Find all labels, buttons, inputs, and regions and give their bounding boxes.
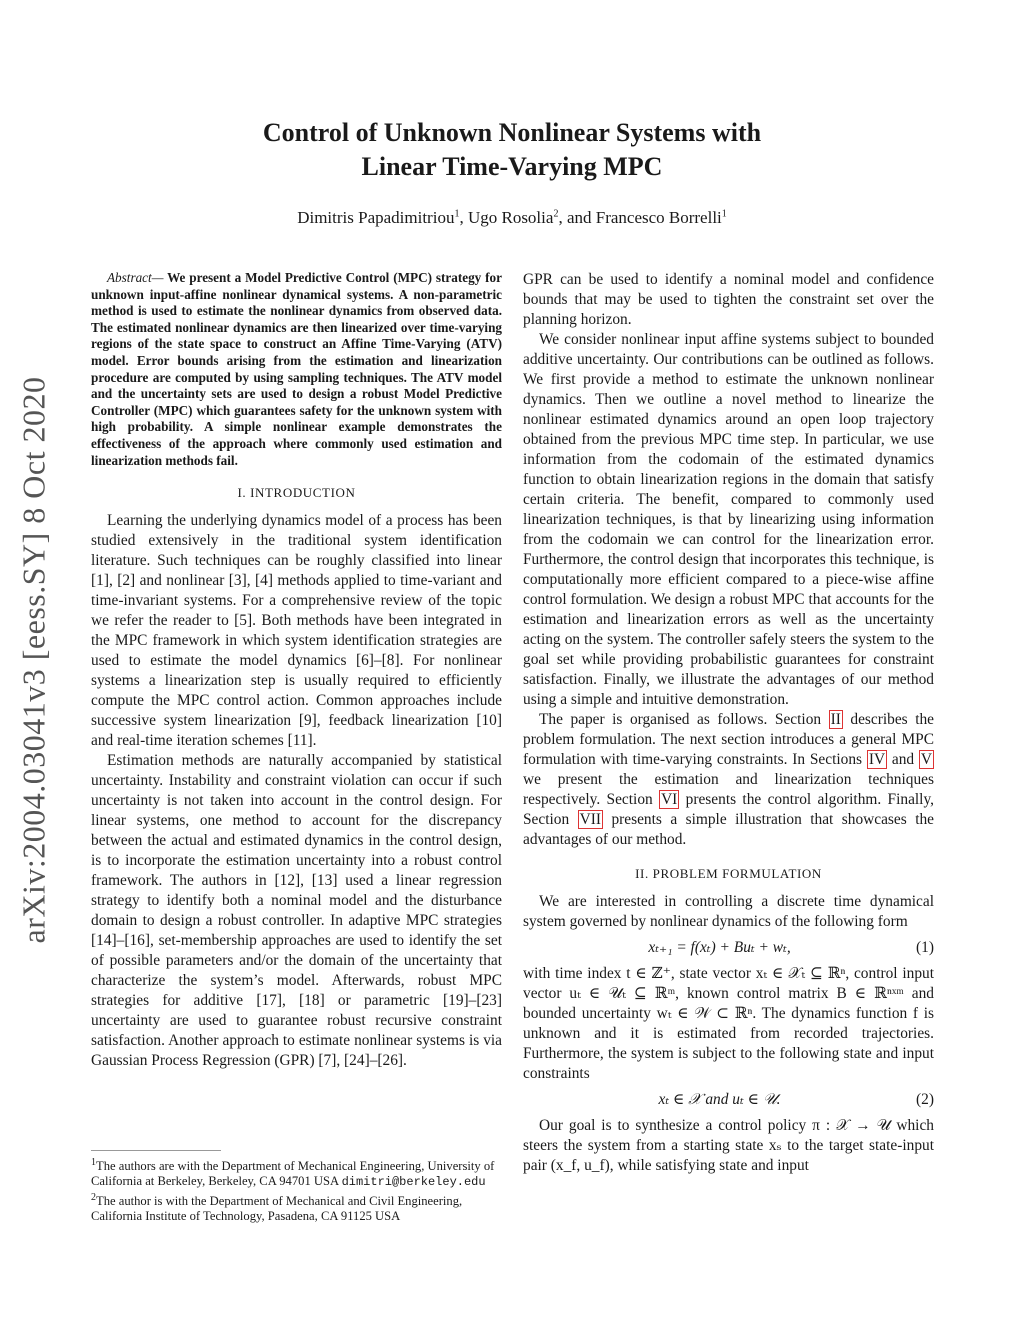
left-column (91, 270, 502, 1071)
section-ref-link[interactable]: VI (661, 791, 678, 808)
arxiv-identifier: arXiv:2004.03041v3 [eess.SY] 8 Oct 2020 (15, 376, 52, 944)
title-line-1: Control of Unknown Nonlinear Systems with (262, 118, 762, 147)
author-3-affiliation: 1 (721, 208, 727, 220)
title-line-2: Linear Time-Varying MPC (361, 152, 663, 181)
right-column (523, 270, 934, 1176)
arxiv-sidebar-stamp (4, 360, 64, 960)
section-ref-link[interactable]: II (830, 711, 841, 728)
footnote-2 (91, 1190, 502, 1224)
author-1-affiliation: 1 (454, 208, 460, 220)
org-text-3: and (887, 751, 919, 768)
contributions-paragraph: We consider nonlinear input affine systems subject to bounded additive uncertainty. Our contributions can be outlined as follows. We first provide a method to estimate the unknown nonlinear dynamics. Then we outline a novel method to linearize the nonlinear estimated dynamics around an open loop trajectory obtained from the previous MPC time step. In particular, we use information from the codomain of the estimated dynamics function to obtain linearization regions in the domain that satisfy certain criteria. The benefit, compared to commonly used linearization techniques, is that by linearizing using information from the codomain we can control for the linearization error. Furthermore, the control design that incorporates this technique, is computationally more efficient compared to a piece-wise affine control formulation. We design a robust MPC that accounts for the estimation and linearization errors as well as the uncertainty acting on the system. The controller safely steers the system to the goal set while providing probabilistic guarantees for constraint satisfaction. Finally, we illustrate the advantages of our method using a simple and intuitive demonstration. (523, 331, 934, 708)
organisation-paragraph (523, 710, 934, 850)
problem-paragraph-3: Our goal is to synthesize a control policy π : 𝒳 → 𝒰 which steers the system from a starting state xₛ to the target state-input pair (x_f, u_f), while satisfying state and input (523, 1117, 934, 1174)
intro-paragraph-2: Estimation methods are naturally accompanied by statistical uncertainty. Instability and constraint violation can occur if such uncertainty is not taken into account in the control design. For linear systems, one method to account for the discrepancy between the actual and estimated dynamics in the control design, is to incorporate the estimation uncertainty into a robust control framework. The authors in [12], [13] used a linear regression strategy to identify both a nominal model and the disturbance domain to design a robust controller. In adaptive MPC strategies [14]–[16], set-membership approaches are used to identify the set of possible parameters and/or the domain of the uncertainty that characterize the system’s model. Afterwards, robust MPC strategies for additive [17], [18] or parametric [19]–[23] uncertainty are used to guarantee robust recursive constraint satisfaction. Another approach to estimate nonlinear systems is via Gaussian Process Regression (GPR) [7], [24]–[26]. (91, 752, 502, 1070)
footnote-1-text: The authors are with the Department of Mechanical Engineering, University of California at Berkeley, Berkeley, CA 94701 USA (91, 1159, 495, 1189)
intro-paragraph-3: GPR can be used to identify a nominal model and confidence bounds that may be used to tighten the constraint set over the planning horizon. (523, 271, 934, 328)
footnote-1 (91, 1155, 502, 1190)
paper-title (0, 116, 1024, 184)
org-text-6: presents a simple illustration that showcases the advantages of our method. (523, 811, 934, 848)
org-text-5: presents the control algorithm. Finally, Section (523, 791, 935, 828)
footnotes (91, 1150, 502, 1224)
abstract-label: Abstract— (107, 270, 164, 285)
equation-2 (523, 1090, 934, 1110)
section-ref-link[interactable]: VII (579, 811, 601, 828)
footnote-1-marker: 1 (91, 1157, 96, 1168)
equation-1-number: (1) (916, 939, 934, 956)
problem-paragraph-2: with time index t ∈ ℤ⁺, state vector xₜ ∈ 𝒳ₜ ⊆ ℝⁿ, control input vector uₜ ∈ 𝒰ₜ ⊆ ℝᵐ, known control matrix B ∈ ℝⁿˣᵐ and bounded uncertainty wₜ ∈ 𝒲 ⊂ ℝⁿ. The dynamics function f is unknown and it is estimated from recorded trajectories. Furthermore, the system is subject to the following state and input constraints (523, 965, 934, 1082)
section-heading-introduction: I. INTRODUCTION (237, 485, 356, 501)
abstract-text: We present a Model Predictive Control (MPC) strategy for unknown input-affine nonlinear dynamical systems. A non-parametric method is used to estimate the nonlinear dynamics from observed data. The estimated nonlinear dynamics are then linearized over time-varying regions of the state space to construct an Affine Time-Varying (ATV) model. Error bounds arising from the estimation and linearization procedure are computed by using sampling techniques. The ATV model and the uncertainty sets are used to design a robust Model Predictive Controller (MPC) which guarantees safety for the unknown system with high probability. A simple nonlinear example demonstrates the effectiveness of the approach where commonly used estimation and linearization methods fail. (91, 270, 502, 468)
org-text-1: The paper is organised as follows. Section (539, 711, 829, 728)
equation-1-body: xₜ₊₁ = f(xₜ) + Buₜ + wₜ, (648, 939, 791, 956)
author-1: Dimitris Papadimitriou (297, 208, 455, 227)
section-ref-link[interactable]: V (920, 751, 933, 768)
footnote-2-text: The author is with the Department of Mechanical and Civil Engineering, California Institute of Technology, Pasadena, CA 91125 USA (91, 1194, 463, 1224)
author-2-affiliation: 2 (553, 208, 559, 220)
author-2: , Ugo Rosolia (459, 208, 554, 227)
abstract (91, 270, 502, 469)
section-ref-link[interactable]: IV (868, 751, 886, 768)
footnote-2-marker: 2 (91, 1192, 96, 1204)
equation-1 (523, 938, 934, 958)
author-email[interactable]: dimitri@berkeley.edu (341, 1175, 486, 1190)
author-3: , and Francesco Borrelli (558, 208, 722, 227)
author-list (0, 208, 1024, 228)
section-heading-problem-formulation: II. PROBLEM FORMULATION (635, 866, 822, 881)
footnote-divider (91, 1150, 221, 1151)
equation-2-body: xₜ ∈ 𝒳 and uₜ ∈ 𝒰. (658, 1091, 781, 1108)
org-text-4: we present the estimation and linearization techniques respectively. Section (523, 771, 934, 808)
intro-paragraph-1: Learning the underlying dynamics model of a process has been studied extensively in the traditional system identification literature. Such techniques can be roughly classified into linear [1], [2] and nonlinear [3], [4] methods applied to time-variant and time-invariant systems. For a comprehensive review of the topic we refer the reader to [5]. Both methods have been integrated in the MPC framework in which system identification strategies are used to estimate the model dynamics [6]–[8]. For nonlinear systems a linearization step is usually required to efficiently compute the MPC control action. Common approaches include successive system linearization [9], feedback linearization [10] and real-time iteration schemes [11]. (91, 512, 502, 750)
problem-paragraph-1: We are interested in controlling a discrete time dynamical system governed by nonlinear dynamics of the following form (523, 893, 934, 930)
org-text-2: describes the problem formulation. The next section introduces a general MPC formulation with time-varying constraints. In Sections (523, 711, 934, 768)
equation-2-number: (2) (916, 1091, 934, 1108)
